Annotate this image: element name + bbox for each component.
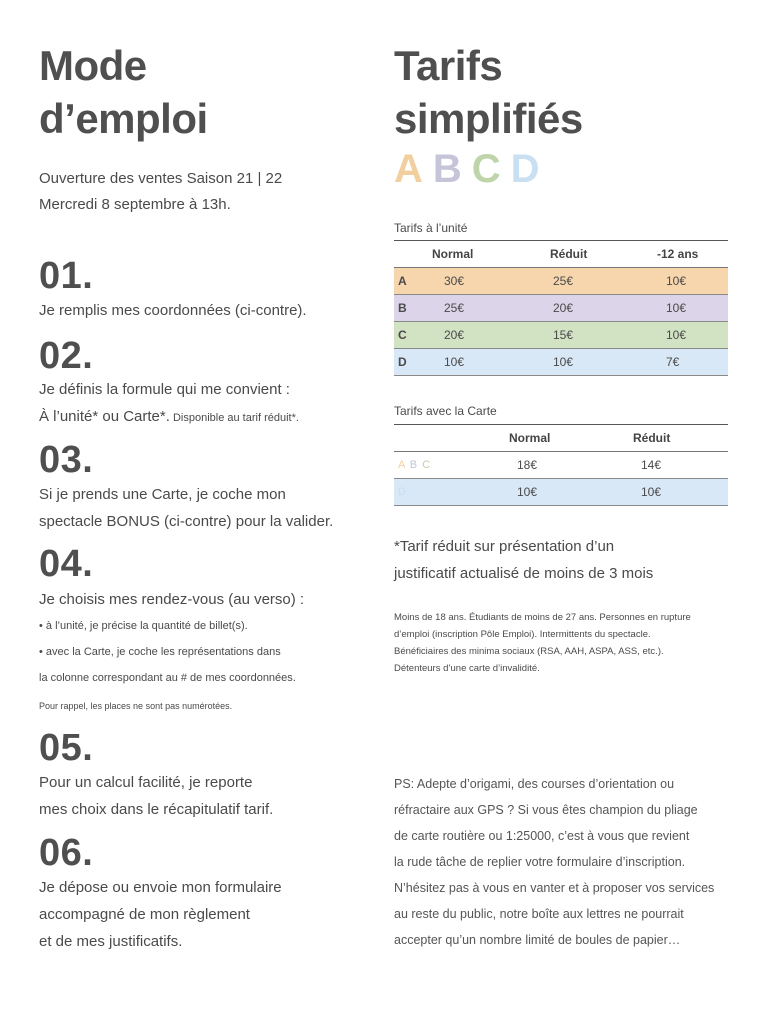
price-normal: 20€ xyxy=(444,328,465,342)
category-letter-d: D xyxy=(510,147,546,191)
header-normal: Normal xyxy=(432,247,474,261)
cat-letter-b: B xyxy=(409,459,419,471)
step-line: spectacle BONUS (ci-contre) pour la valider. xyxy=(39,513,334,530)
ps-paragraph xyxy=(394,771,714,953)
step-text-01: Je remplis mes coordonnées (ci-contre). xyxy=(39,302,307,319)
price-reduit: 14€ xyxy=(641,458,662,472)
cat-letter-a: A xyxy=(398,459,406,471)
title-line: simplifiés xyxy=(394,95,583,142)
step-number-04: 04. xyxy=(39,543,94,585)
step-line: accompagné de mon règlement xyxy=(39,906,250,923)
step-number-01: 01. xyxy=(39,255,94,297)
title-line: Tarifs xyxy=(394,42,503,89)
reduced-rate-note xyxy=(394,533,653,587)
note-line: *Tarif réduit sur présentation d’un xyxy=(394,538,615,555)
row-category: A xyxy=(398,274,407,288)
eligibility-line: Bénéficiaires des minima sociaux (RSA, AAH, ASPA, ASS, etc.). xyxy=(394,646,664,657)
step-line: Si je prends une Carte, je coche mon xyxy=(39,486,286,503)
bullet-line: la colonne correspondant au # de mes coordonnées. xyxy=(39,672,296,684)
cat-letter-c: C xyxy=(422,459,432,471)
price-normal: 18€ xyxy=(517,458,538,472)
category-letter-a: A xyxy=(394,147,429,191)
card-table-title: Tarifs avec la Carte xyxy=(394,404,497,418)
step-text-06 xyxy=(39,874,282,955)
title-line: d’emploi xyxy=(39,95,208,142)
header-reduit: Réduit xyxy=(550,247,588,261)
step-line-small: Disponible au tarif réduit*. xyxy=(169,412,299,424)
step-line xyxy=(39,403,299,432)
category-letter-b: B xyxy=(432,147,468,191)
step-line-main: À l’unité* ou Carte*. xyxy=(39,408,170,425)
row-category-abc xyxy=(398,452,431,478)
eligibility-conditions xyxy=(394,609,691,677)
row-category: C xyxy=(398,328,407,342)
step-number-02: 02. xyxy=(39,335,94,377)
price-normal: 30€ xyxy=(444,274,465,288)
step-line: Je dépose ou envoie mon formulaire xyxy=(39,879,282,896)
step-line: Pour un calcul facilité, je reporte xyxy=(39,774,253,791)
price-normal: 10€ xyxy=(517,485,538,499)
price-moins12: 7€ xyxy=(666,355,680,369)
unit-table-title: Tarifs à l’unité xyxy=(394,221,468,235)
step-line: Je définis la formule qui me convient : xyxy=(39,381,290,398)
price-reduit: 15€ xyxy=(553,328,574,342)
price-moins12: 10€ xyxy=(666,274,687,288)
bullet-line: • avec la Carte, je coche les représentations dans xyxy=(39,646,281,658)
header-moins12: -12 ans xyxy=(657,247,699,261)
ps-line: accepter qu’un nombre limité de boules de papier… xyxy=(394,933,681,947)
row-category-d: D xyxy=(398,486,406,498)
step-number-06: 06. xyxy=(39,832,94,874)
ps-line: de carte routière ou 1:25000, c’est à vous que revient xyxy=(394,829,690,843)
table-row xyxy=(394,322,728,349)
price-category-letters xyxy=(394,148,550,190)
eligibility-line: d’emploi (inscription Pôle Emploi). Intermittents du spectacle. xyxy=(394,629,651,640)
table-row xyxy=(394,349,728,376)
step-number-05: 05. xyxy=(39,727,94,769)
intro-line: Mercredi 8 septembre à 13h. xyxy=(39,196,231,213)
price-reduit: 25€ xyxy=(553,274,574,288)
table-row xyxy=(394,452,728,479)
unit-price-table xyxy=(394,240,728,376)
step-text-02 xyxy=(39,376,299,432)
step-text-05 xyxy=(39,769,273,823)
step-line: mes choix dans le récapitulatif tarif. xyxy=(39,801,274,818)
intro-line: Ouverture des ventes Saison 21 | 22 xyxy=(39,170,283,187)
price-moins12: 10€ xyxy=(666,328,687,342)
eligibility-line: Moins de 18 ans. Étudiants de moins de 27 ans. Personnes en rupture xyxy=(394,612,691,623)
table-row xyxy=(394,295,728,322)
price-moins12: 10€ xyxy=(666,301,687,315)
header-normal: Normal xyxy=(509,431,551,445)
ps-line: au reste du public, notre boîte aux lettres ne pourrait xyxy=(394,907,684,921)
table-row xyxy=(394,268,728,295)
seating-note: Pour rappel, les places ne sont pas numérotées. xyxy=(39,701,233,711)
page-title-mode-emploi xyxy=(39,39,208,145)
price-normal: 25€ xyxy=(444,301,465,315)
category-letter-c: C xyxy=(471,147,507,191)
table-header xyxy=(394,240,728,268)
step-number-03: 03. xyxy=(39,439,94,481)
price-reduit: 10€ xyxy=(641,485,662,499)
ps-line: réfractaire aux GPS ? Si vous êtes champion du pliage xyxy=(394,803,698,817)
row-category: B xyxy=(398,301,407,315)
step-line: et de mes justificatifs. xyxy=(39,933,183,950)
note-line: justificatif actualisé de moins de 3 mois xyxy=(394,565,654,582)
price-normal: 10€ xyxy=(444,355,465,369)
eligibility-line: Détenteurs d’une carte d’invalidité. xyxy=(394,663,540,674)
price-reduit: 20€ xyxy=(553,301,574,315)
table-header xyxy=(394,424,728,452)
ps-line: la rude tâche de replier votre formulaire d’inscription. xyxy=(394,855,686,869)
step-text-03 xyxy=(39,481,333,535)
title-line: Mode xyxy=(39,42,147,89)
price-reduit: 10€ xyxy=(553,355,574,369)
ps-line: N’hésitez pas à vous en vanter et à proposer vos services xyxy=(394,881,715,895)
page-title-tarifs xyxy=(394,39,583,145)
sales-opening-info xyxy=(39,166,282,218)
ps-line: PS: Adepte d’origami, des courses d’orientation ou xyxy=(394,777,675,791)
step-04-bullets xyxy=(39,613,296,691)
table-row xyxy=(394,479,728,506)
header-reduit: Réduit xyxy=(633,431,671,445)
row-category: D xyxy=(398,355,407,369)
card-price-table xyxy=(394,424,728,506)
bullet-line: • à l’unité, je précise la quantité de billet(s). xyxy=(39,620,248,632)
step-text-04: Je choisis mes rendez-vous (au verso) : xyxy=(39,591,305,608)
